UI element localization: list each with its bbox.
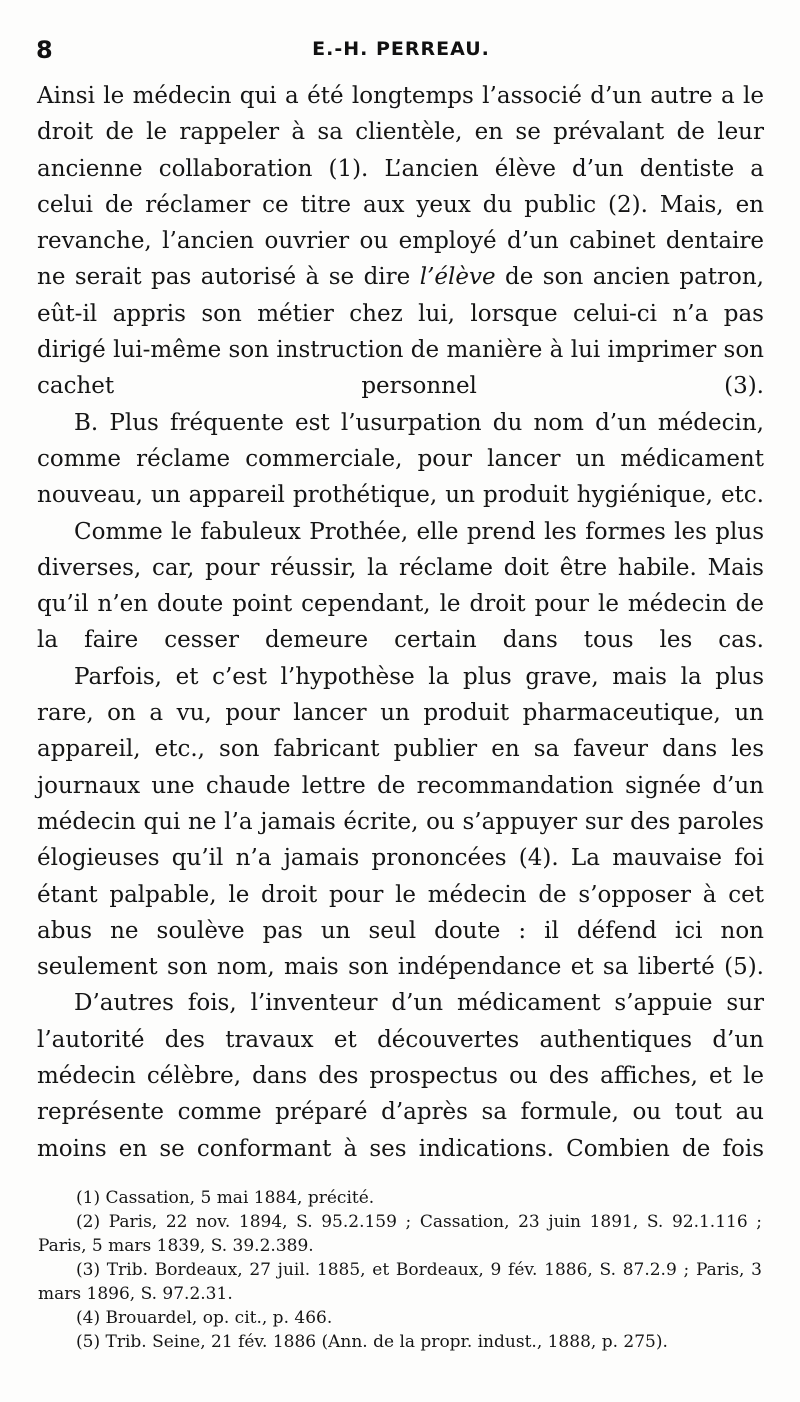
text-run: Parfois, et c’est l’hypothèse la plus grave, mais la plus rare, on a vu, pour lancer un produit pharmaceutique, un appareil, etc., son fabricant publier en sa faveur dans les journaux une chaude lettre de recommandation signée d’un médecin qui ne l’a jamais écrite, ou s’appuyer sur des paroles élogieuses qu’il n’a jamais prononcées (4). La mauvaise foi étant palpable, le droit pour le médecin de s’opposer à cet abus ne soulève pas un seul doute : il défend ici non seulement son nom, mais son indépendance et sa liberté (5). [37, 663, 764, 981]
text-run: (1) Cassation, 5 mai 1884, précité. [76, 1188, 375, 1208]
text-run: , p. 466. [261, 1308, 333, 1328]
footnote [38, 1186, 762, 1210]
body-text [37, 78, 764, 1167]
footnote-separator [115, 1170, 121, 1171]
paragraph [37, 78, 764, 405]
text-run: (5) Trib. Seine, 21 fév. 1886 ( [76, 1332, 329, 1352]
italic-text: op. cit. [202, 1308, 262, 1328]
footnote [38, 1210, 762, 1258]
paragraph [37, 985, 764, 1166]
footnote [38, 1306, 762, 1330]
text-run: Comme le fabuleux Prothée, elle prend les formes les plus diverses, car, pour réussir, la réclame doit être habile. Mais qu’il n’en doute point cependant, le droit pour le médecin de la faire cesser demeure certain dans tous les cas. [37, 518, 764, 654]
footnotes [38, 1186, 762, 1354]
text-run: (3) Trib. Bordeaux, 27 juil. 1885, et Bordeaux, 9 fév. 1886, S. 87.2.9 ; Paris, 3 mars 1896, S. 97.2.31. [38, 1260, 762, 1304]
text-run: D’autres fois, l’inventeur d’un médicament s’appuie sur l’autorité des travaux et découvertes authentiques d’un médecin célèbre, dans des prospectus ou des affiches, et le représente comme préparé d’après sa formule, ou tout au moins en se conformant à ses indications. Combien de fois [37, 990, 764, 1162]
italic-text: l’élève [419, 264, 496, 291]
text-run: Ainsi le médecin qui a été longtemps l’associé d’un autre a le droit de le rappeler à sa clientèle, en se prévalant de leur ancienne collaboration (1). L’ancien élève d’un dentiste a celui de réclamer ce titre aux yeux du public (2). Mais, en revanche, l’ancien ouvrier ou employé d’un cabinet dentaire ne serait pas autorisé à se dire [37, 83, 764, 291]
paragraph [37, 659, 764, 986]
paragraph [37, 514, 764, 659]
text-run: B. Plus fréquente est l’usurpation du nom d’un médecin, comme réclame commerciale, pour lancer un médicament nouveau, un appareil prothétique, un produit hygiénique, etc. [37, 409, 764, 509]
text-run: de son ancien patron, eût-il appris son métier chez lui, lorsque celui-ci n’a pas dirigé lui-même son instruction de manière à lui imprimer son cachet personnel (3). [37, 264, 764, 400]
text-run: (4) Brouardel, [76, 1308, 203, 1328]
running-head: E.-H. PERREAU. [312, 38, 490, 60]
italic-text: Ann. de la propr. indust. [328, 1332, 537, 1352]
footnote [38, 1330, 762, 1354]
footnote [38, 1258, 762, 1306]
text-run: , 1888, p. 275). [536, 1332, 668, 1352]
text-run: (2) Paris, 22 nov. 1894, S. 95.2.159 ; Cassation, 23 juin 1891, S. 92.1.116 ; Paris, 5 mars 1839, S. 39.2.389. [38, 1212, 762, 1256]
paragraph [37, 405, 764, 514]
page-number: 8 [36, 36, 53, 64]
page-header [36, 36, 766, 66]
